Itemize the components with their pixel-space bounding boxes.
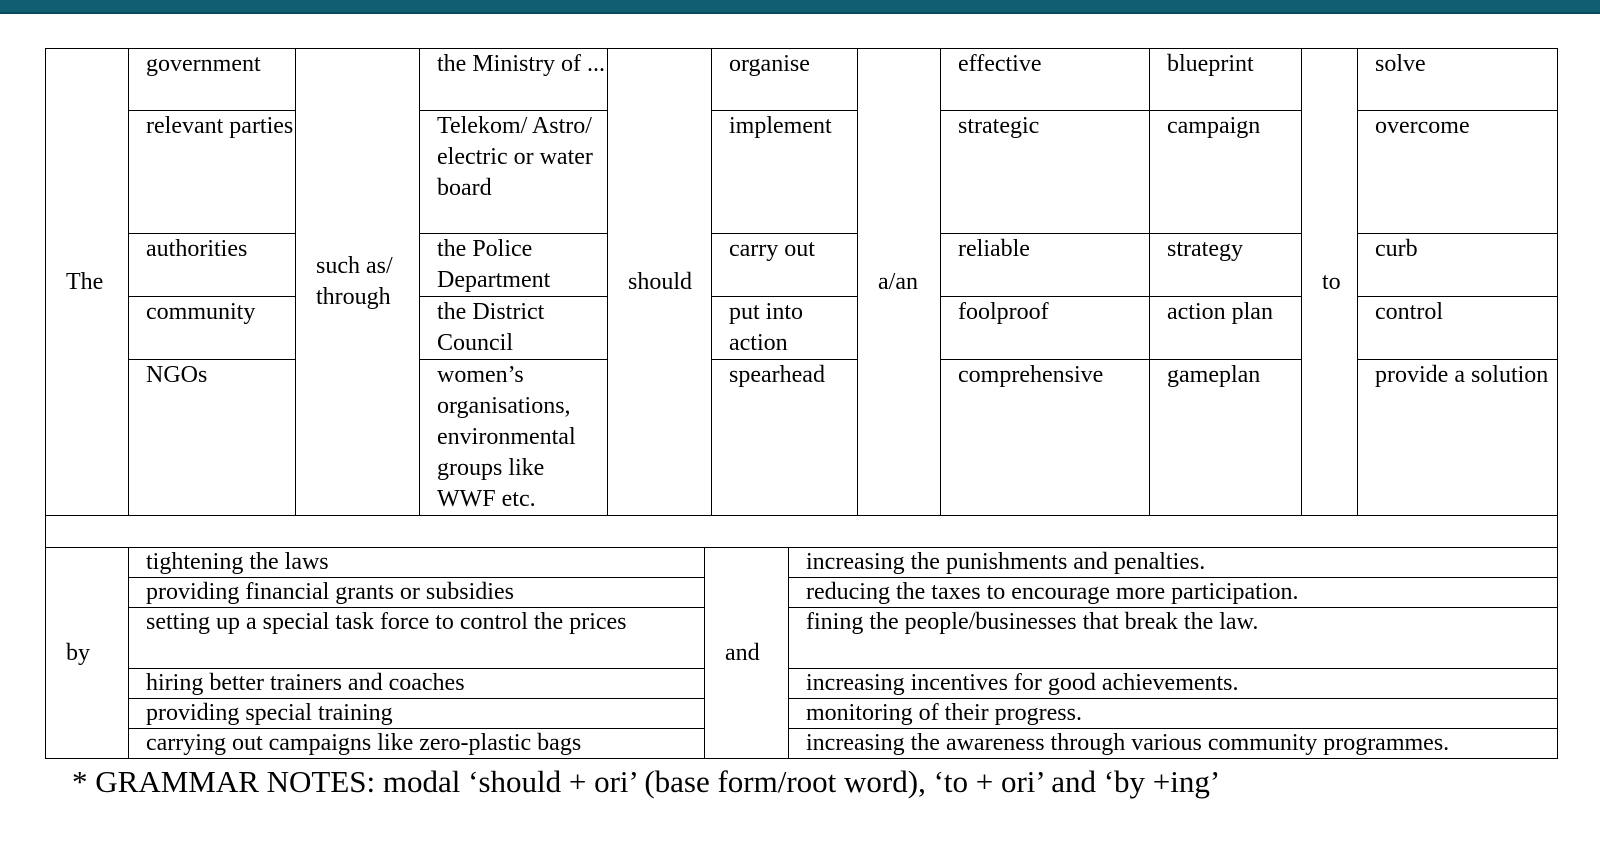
plan-cell: action plan (1150, 297, 1302, 360)
method-b-cell: monitoring of their progress. (789, 699, 1558, 729)
example-cell: the District Council (420, 297, 608, 360)
grammar-notes: * GRAMMAR NOTES: modal ‘should + ori’ (base form/root word), ‘to + ori’ and ‘by +ing’ (72, 764, 1221, 799)
method-a-cell: tightening the laws (129, 548, 705, 578)
example-cell: the Police Department (420, 234, 608, 297)
method-b-cell: fining the people/businesses that break the law. (789, 608, 1558, 669)
plan-cell: gameplan (1150, 360, 1302, 516)
example-cell: women’s organisations, environmental groups like WWF etc. (420, 360, 608, 516)
sentence-builder-table (45, 48, 1558, 548)
to-cell: to (1302, 49, 1358, 516)
noun-cell: NGOs (129, 360, 296, 516)
plan-cell: campaign (1150, 111, 1302, 234)
method-a-cell: providing financial grants or subsidies (129, 578, 705, 608)
noun-cell: government (129, 49, 296, 111)
modal-cell: should (608, 49, 712, 516)
noun-cell: relevant parties (129, 111, 296, 234)
purpose-cell: curb (1358, 234, 1558, 297)
plan-cell: strategy (1150, 234, 1302, 297)
verb-cell: organise (712, 49, 858, 111)
by-cell: by (46, 548, 129, 759)
adjective-cell: effective (941, 49, 1150, 111)
noun-cell: community (129, 297, 296, 360)
adjective-cell: reliable (941, 234, 1150, 297)
adjective-cell: foolproof (941, 297, 1150, 360)
method-b-cell: increasing incentives for good achievements. (789, 669, 1558, 699)
example-cell: Telekom/ Astro/ electric or water board (420, 111, 608, 234)
method-b-cell: increasing the awareness through various community programmes. (789, 729, 1558, 759)
connector-cell: such as/ through (296, 49, 420, 516)
method-a-cell: carrying out campaigns like zero-plastic bags (129, 729, 705, 759)
article-cell: a/an (858, 49, 941, 516)
methods-table (45, 547, 1558, 759)
purpose-cell: solve (1358, 49, 1558, 111)
example-cell: the Ministry of ... (420, 49, 608, 111)
verb-cell: spearhead (712, 360, 858, 516)
spacer-row (46, 516, 1558, 548)
noun-cell: authorities (129, 234, 296, 297)
method-b-cell: reducing the taxes to encourage more participation. (789, 578, 1558, 608)
adjective-cell: strategic (941, 111, 1150, 234)
method-a-cell: hiring better trainers and coaches (129, 669, 705, 699)
verb-cell: put into action (712, 297, 858, 360)
plan-cell: blueprint (1150, 49, 1302, 111)
verb-cell: carry out (712, 234, 858, 297)
purpose-cell: control (1358, 297, 1558, 360)
method-a-cell: providing special training (129, 699, 705, 729)
method-a-cell: setting up a special task force to control the prices (129, 608, 705, 669)
method-b-cell: increasing the punishments and penalties. (789, 548, 1558, 578)
and-cell: and (705, 548, 789, 759)
purpose-cell: overcome (1358, 111, 1558, 234)
top-banner (0, 0, 1600, 14)
subject-cell: The (46, 49, 129, 516)
adjective-cell: comprehensive (941, 360, 1150, 516)
verb-cell: implement (712, 111, 858, 234)
purpose-cell: provide a solution (1358, 360, 1558, 516)
